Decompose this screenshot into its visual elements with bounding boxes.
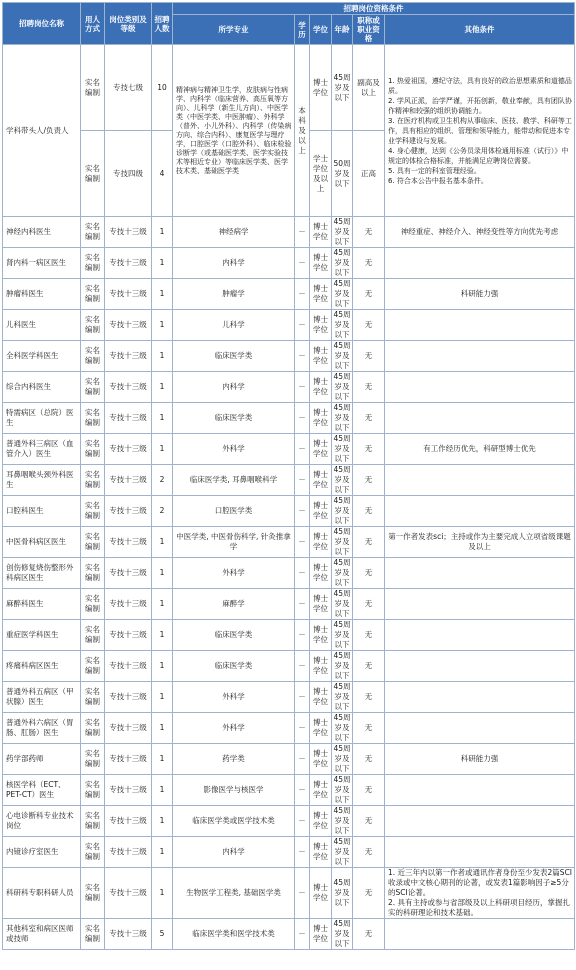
major-cell: 肿瘤学 [173, 279, 295, 310]
education-cell: － [295, 496, 310, 527]
employ-cell: 实名编制 [81, 496, 105, 527]
other-cell: 科研能力强 [385, 744, 575, 775]
education-cell: － [295, 919, 310, 950]
education-cell: － [295, 868, 310, 919]
level-cell: 专技十三级 [105, 651, 152, 682]
count-cell: 1 [152, 713, 173, 744]
table-row [3, 682, 575, 713]
degree-cell: 博士学位 [310, 620, 332, 651]
major-cell: 临床医学类, 耳鼻咽喉科学 [173, 465, 295, 496]
major-cell: 临床医学类 [173, 341, 295, 372]
post-cell: 普通外科六病区（胃肠、肛肠）医生 [3, 713, 81, 744]
table-row [3, 868, 575, 919]
age-cell: 45周岁及以下 [333, 919, 351, 948]
education-cell: － [295, 558, 310, 589]
degree-cell: 博士学位 [310, 403, 332, 434]
other-cell: 1. 近三年内以第一作者或通讯作者身份至少发表2篇SCI收录或中文核心期刊的论著，或发表1篇影响因子≥5分的SCI论著。 2. 具有主持或参与省部级及以上科研项目经历，掌握扎实的科研理论和技术基础。 [385, 868, 575, 919]
post-cell: 肾内科一病区医生 [3, 248, 81, 279]
degree-cell: 博士学位 [310, 744, 332, 775]
count-cell: 1 [152, 837, 173, 868]
lead-condition-3: 3. 在医疗机构或卫生机构从事临床、医技、教学、科研等工作，具有相应的组织、管理和领导能力，能带动和促进本专业学科建设与发展。 [388, 116, 572, 145]
title-cell: 无 [353, 806, 385, 837]
post-cell: 内镜诊疗室医生 [3, 837, 81, 868]
level-cell: 专技十三级 [105, 217, 152, 248]
degree-cell: 博士学位 [310, 341, 332, 372]
other-cell [385, 558, 575, 589]
employ-cell: 实名编制 [81, 434, 105, 465]
table-row [3, 527, 575, 558]
title-cell: 无 [353, 713, 385, 744]
employ-cell: 实名编制 [81, 775, 105, 806]
table-row [3, 558, 575, 589]
count-cell: 1 [152, 217, 173, 248]
education-cell: － [295, 217, 310, 248]
count-cell: 1 [152, 558, 173, 589]
title-cell: 无 [353, 465, 385, 496]
post-cell: 口腔科医生 [3, 496, 81, 527]
header-title: 职称或职业资格 [353, 15, 385, 45]
other-cell [385, 806, 575, 837]
table-row [3, 837, 575, 868]
employ-cell: 实名编制 [81, 651, 105, 682]
employ-cell: 实名编制 [81, 806, 105, 837]
education-cell: － [295, 744, 310, 775]
lead-employ: 实名编制 [81, 45, 105, 131]
lead-title: 正高 [353, 131, 385, 217]
level-cell: 专技十三级 [105, 558, 152, 589]
age-cell: 45周岁及以下 [333, 682, 351, 711]
table-row [3, 372, 575, 403]
title-cell: 无 [353, 279, 385, 310]
count-cell: 2 [152, 465, 173, 496]
education-cell: － [295, 589, 310, 620]
count-cell: 1 [152, 248, 173, 279]
title-cell: 无 [353, 868, 385, 919]
post-cell: 科研科专职科研人员 [3, 868, 81, 919]
post-cell: 儿科医生 [3, 310, 81, 341]
header-count: 招聘人数 [152, 3, 173, 45]
level-cell: 专技十三级 [105, 527, 152, 558]
title-cell: 无 [353, 919, 385, 950]
count-cell: 1 [152, 527, 173, 558]
education-cell: － [295, 651, 310, 682]
major-cell: 神经病学 [173, 217, 295, 248]
count-cell: 5 [152, 919, 173, 950]
education-cell: － [295, 682, 310, 713]
other-cell [385, 310, 575, 341]
education-cell: － [295, 279, 310, 310]
title-cell: 无 [353, 434, 385, 465]
table-row [3, 919, 575, 950]
lead-title: 副高及以上 [353, 45, 385, 131]
lead-count: 4 [152, 131, 173, 217]
lead-education: 本科及以上 [295, 45, 310, 217]
education-cell: － [295, 806, 310, 837]
title-cell: 无 [353, 372, 385, 403]
age-cell: 45周岁及以下 [333, 403, 351, 432]
title-cell: 无 [353, 310, 385, 341]
table-row [3, 620, 575, 651]
header-major: 所学专业 [173, 15, 295, 45]
employ-cell: 实名编制 [81, 310, 105, 341]
education-cell: － [295, 775, 310, 806]
other-cell [385, 651, 575, 682]
count-cell: 1 [152, 434, 173, 465]
education-cell: － [295, 403, 310, 434]
major-cell: 生物医学工程类, 基础医学类 [173, 868, 295, 919]
degree-cell: 博士学位 [310, 589, 332, 620]
major-cell: 临床医学类 [173, 403, 295, 434]
table-row [3, 279, 575, 310]
major-cell: 临床医学类和医学技术类 [173, 919, 295, 950]
age-cell: 45周岁及以下 [333, 372, 351, 401]
title-cell: 无 [353, 403, 385, 434]
title-cell: 无 [353, 837, 385, 868]
count-cell: 1 [152, 279, 173, 310]
other-cell: 有工作经历优先，科研型博士优先 [385, 434, 575, 465]
degree-cell: 博士学位 [310, 248, 332, 279]
lead-condition-2: 2. 学风正派，治学严谨，开拓创新，敬业奉献，具有团队协作精神和较强的组织协调能力。 [388, 96, 572, 115]
employ-cell: 实名编制 [81, 403, 105, 434]
education-cell: － [295, 310, 310, 341]
other-cell [385, 496, 575, 527]
lead-post: 学科带头人/负责人 [3, 45, 81, 217]
post-cell: 综合内科医生 [3, 372, 81, 403]
major-cell: 外科学 [173, 682, 295, 713]
table-row [3, 248, 575, 279]
title-cell: 无 [353, 589, 385, 620]
post-cell: 全科医学科医生 [3, 341, 81, 372]
title-cell: 无 [353, 744, 385, 775]
age-cell: 45周岁及以下 [332, 868, 353, 919]
table-row [3, 713, 575, 744]
count-cell: 1 [152, 372, 173, 403]
other-cell: 科研能力强 [385, 279, 575, 310]
post-cell: 麻醉科医生 [3, 589, 81, 620]
count-cell: 1 [152, 744, 173, 775]
degree-cell: 博士学位 [310, 496, 332, 527]
post-cell: 创伤修复烧伤整形外科病区医生 [3, 558, 81, 589]
major-cell: 口腔医学类 [173, 496, 295, 527]
table-row [3, 310, 575, 341]
degree-cell: 博士学位 [310, 465, 332, 496]
level-cell: 专技十三级 [105, 310, 152, 341]
count-cell: 1 [152, 651, 173, 682]
age-cell: 45周岁及以下 [333, 620, 351, 649]
lead-major: 精神病与精神卫生学，皮肤病与性病学、内科学（临床营养、高压氧等方向）、儿科学（新生儿方向）、中医学类（中医学类、中医肿瘤）、外科学（普外、小儿外科）、内科学（传染病方向、综合内科）、康复医学与理疗学，口腔医学（口腔外科）、临床检验诊断学（或基础医学类、医学实验技术等相近专业）等临床医学类、医学技术类、基础医学类 [173, 45, 295, 217]
age-cell: 45周岁及以下 [333, 248, 351, 277]
level-cell: 专技十三级 [105, 806, 152, 837]
education-cell: － [295, 372, 310, 403]
lead-degree: 博士学位 [310, 45, 332, 131]
other-cell: 神经重症、神经介入、神经变性等方向优先考虑 [385, 217, 575, 248]
degree-cell: 博士学位 [310, 651, 332, 682]
employ-cell: 实名编制 [81, 558, 105, 589]
title-cell: 无 [353, 775, 385, 806]
level-cell: 专技十三级 [105, 434, 152, 465]
degree-cell: 博士学位 [310, 527, 332, 558]
degree-cell: 博士学位 [310, 868, 332, 919]
level-cell: 专技十三级 [105, 496, 152, 527]
table-row [3, 775, 575, 806]
level-cell: 专技十三级 [105, 372, 152, 403]
age-cell: 45周岁及以下 [333, 434, 351, 463]
age-cell: 45周岁及以下 [333, 744, 351, 773]
level-cell: 专技十三级 [105, 403, 152, 434]
level-cell: 专技十三级 [105, 868, 152, 919]
education-cell: － [295, 527, 310, 558]
employ-cell: 实名编制 [81, 217, 105, 248]
employ-cell: 实名编制 [81, 919, 105, 950]
major-cell: 影像医学与核医学 [173, 775, 295, 806]
level-cell: 专技十三级 [105, 341, 152, 372]
age-cell: 45周岁及以下 [333, 558, 351, 587]
major-cell: 外科学 [173, 434, 295, 465]
education-cell: － [295, 341, 310, 372]
education-cell: － [295, 620, 310, 651]
lead-conditions [385, 45, 575, 217]
major-cell: 儿科学 [173, 310, 295, 341]
employ-cell: 实名编制 [81, 527, 105, 558]
age-cell: 45周岁及以下 [333, 589, 351, 618]
post-cell: 肿瘤科医生 [3, 279, 81, 310]
title-cell: 无 [353, 217, 385, 248]
count-cell: 1 [152, 682, 173, 713]
other-cell [385, 682, 575, 713]
major-cell: 临床医学类 [173, 651, 295, 682]
degree-cell: 博士学位 [310, 310, 332, 341]
major-cell: 内科学 [173, 248, 295, 279]
header-age: 年龄 [332, 15, 353, 45]
post-cell: 重症医学科医生 [3, 620, 81, 651]
age-cell: 45周岁及以下 [333, 465, 351, 494]
major-cell: 内科学 [173, 837, 295, 868]
other-cell [385, 341, 575, 372]
degree-cell: 博士学位 [310, 775, 332, 806]
lead-level: 专技七级 [105, 45, 152, 131]
header-education: 学历 [295, 15, 310, 45]
degree-cell: 博士学位 [310, 919, 332, 950]
title-cell: 无 [353, 248, 385, 279]
table-row-lead-1 [3, 45, 575, 131]
lead-count: 10 [152, 45, 173, 131]
level-cell: 专技十三级 [105, 775, 152, 806]
degree-cell: 博士学位 [310, 434, 332, 465]
employ-cell: 实名编制 [81, 248, 105, 279]
level-cell: 专技十三级 [105, 465, 152, 496]
education-cell: － [295, 837, 310, 868]
degree-cell: 博士学位 [310, 713, 332, 744]
count-cell: 1 [152, 775, 173, 806]
title-cell: 无 [353, 682, 385, 713]
other-cell [385, 837, 575, 868]
lead-condition-6: 6. 符合本公告中报名基本条件。 [388, 176, 488, 185]
major-cell: 临床医学类或医学技术类 [173, 806, 295, 837]
table-row [3, 744, 575, 775]
lead-age: 45周岁及以下 [332, 45, 353, 131]
age-cell: 45周岁及以下 [333, 651, 351, 680]
level-cell: 专技十三级 [105, 682, 152, 713]
table-row [3, 651, 575, 682]
education-cell: － [295, 465, 310, 496]
table-row [3, 341, 575, 372]
employ-cell: 实名编制 [81, 837, 105, 868]
major-cell: 内科学 [173, 372, 295, 403]
age-cell: 45周岁及以下 [333, 527, 351, 556]
title-cell: 无 [353, 496, 385, 527]
employ-cell: 实名编制 [81, 589, 105, 620]
header-employ-type: 用人方式 [81, 3, 105, 45]
employ-cell: 实名编制 [81, 682, 105, 713]
employ-cell: 实名编制 [81, 620, 105, 651]
table-row [3, 217, 575, 248]
count-cell: 1 [152, 620, 173, 651]
major-cell: 外科学 [173, 713, 295, 744]
level-cell: 专技十三级 [105, 279, 152, 310]
level-cell: 专技十三级 [105, 589, 152, 620]
post-cell: 其他科室和病区医师或技师 [3, 919, 81, 950]
major-cell: 麻醉学 [173, 589, 295, 620]
other-cell [385, 248, 575, 279]
education-cell: － [295, 713, 310, 744]
count-cell: 2 [152, 496, 173, 527]
major-cell: 临床医学类 [173, 620, 295, 651]
lead-degree: 学士学位及以上 [310, 131, 332, 217]
post-cell: 疼痛科病区医生 [3, 651, 81, 682]
post-cell: 中医骨科病区医生 [3, 527, 81, 558]
count-cell: 1 [152, 868, 173, 919]
major-cell: 药学类 [173, 744, 295, 775]
recruitment-table-container [2, 2, 574, 950]
other-cell [385, 589, 575, 620]
lead-level: 专技四级 [105, 131, 152, 217]
level-cell: 专技十三级 [105, 713, 152, 744]
other-cell [385, 403, 575, 434]
age-cell: 45周岁及以下 [333, 775, 351, 804]
other-cell [385, 713, 575, 744]
employ-cell: 实名编制 [81, 744, 105, 775]
level-cell: 专技十三级 [105, 919, 152, 950]
other-cell [385, 620, 575, 651]
count-cell: 1 [152, 341, 173, 372]
lead-condition-1: 1. 热爱祖国，遵纪守法，具有良好的政治思想素质和道德品质。 [388, 76, 572, 95]
post-cell: 核医学科（ECT、PET-CT）医生 [3, 775, 81, 806]
lead-condition-4: 4. 身心健康，达到《公务员录用体检通用标准（试行）》中规定的体检合格标准，并能满足应聘岗位需要。 [388, 146, 569, 165]
post-cell: 药学部药师 [3, 744, 81, 775]
age-cell: 45周岁及以下 [333, 217, 351, 246]
title-cell: 无 [353, 341, 385, 372]
age-cell: 45周岁及以下 [333, 310, 351, 339]
header-other: 其他条件 [385, 15, 575, 45]
age-cell: 45周岁及以下 [333, 279, 351, 308]
employ-cell: 实名编制 [81, 465, 105, 496]
table-row [3, 434, 575, 465]
title-cell: 无 [353, 527, 385, 558]
lead-age: 50周岁及以下 [332, 131, 353, 217]
other-cell [385, 775, 575, 806]
age-cell: 45周岁及以下 [333, 837, 351, 866]
header-qualification-group: 招聘岗位资格条件 [173, 3, 575, 15]
count-cell: 1 [152, 806, 173, 837]
employ-cell: 实名编制 [81, 279, 105, 310]
age-cell: 45周岁及以下 [333, 496, 351, 525]
header-degree: 学位 [310, 15, 332, 45]
other-cell [385, 372, 575, 403]
table-row [3, 465, 575, 496]
other-cell: 第一作者发表sci；主持或作为主要完成人立项省级课题及以上 [385, 527, 575, 558]
degree-cell: 博士学位 [310, 837, 332, 868]
degree-cell: 博士学位 [310, 806, 332, 837]
age-cell: 45周岁及以下 [333, 806, 351, 835]
other-cell [385, 919, 575, 950]
table-row [3, 806, 575, 837]
count-cell: 1 [152, 403, 173, 434]
age-cell: 45周岁及以下 [333, 713, 351, 742]
table-row [3, 403, 575, 434]
lead-employ: 实名编制 [81, 131, 105, 217]
post-cell: 特需病区（总院）医生 [3, 403, 81, 434]
title-cell: 无 [353, 558, 385, 589]
employ-cell: 实名编制 [81, 868, 105, 919]
table-row [3, 496, 575, 527]
post-cell: 耳鼻咽喉头颈外科医生 [3, 465, 81, 496]
degree-cell: 博士学位 [310, 682, 332, 713]
degree-cell: 博士学位 [310, 217, 332, 248]
age-cell: 45周岁及以下 [333, 341, 351, 370]
post-cell: 心电诊断科专业技术岗位 [3, 806, 81, 837]
degree-cell: 博士学位 [310, 558, 332, 589]
recruitment-table [2, 2, 575, 950]
lead-condition-5: 5. 具有一定的科室管理经验。 [388, 166, 481, 175]
table-row [3, 589, 575, 620]
title-cell: 无 [353, 620, 385, 651]
level-cell: 专技十三级 [105, 620, 152, 651]
count-cell: 1 [152, 589, 173, 620]
level-cell: 专技十三级 [105, 837, 152, 868]
employ-cell: 实名编制 [81, 372, 105, 403]
other-cell [385, 465, 575, 496]
employ-cell: 实名编制 [81, 713, 105, 744]
header-level: 岗位类别及等级 [105, 3, 152, 45]
post-cell: 普通外科三病区（血管介入）医生 [3, 434, 81, 465]
post-cell: 普通外科五病区（甲状腺）医生 [3, 682, 81, 713]
major-cell: 外科学 [173, 558, 295, 589]
major-cell: 中医学类, 中医骨伤科学, 针灸推拿学 [173, 527, 295, 558]
degree-cell: 博士学位 [310, 372, 332, 403]
level-cell: 专技十三级 [105, 744, 152, 775]
header-post: 招聘岗位名称 [3, 3, 81, 45]
level-cell: 专技十三级 [105, 248, 152, 279]
count-cell: 1 [152, 310, 173, 341]
education-cell: － [295, 434, 310, 465]
education-cell: － [295, 248, 310, 279]
employ-cell: 实名编制 [81, 341, 105, 372]
degree-cell: 博士学位 [310, 279, 332, 310]
title-cell: 无 [353, 651, 385, 682]
post-cell: 神经内科医生 [3, 217, 81, 248]
